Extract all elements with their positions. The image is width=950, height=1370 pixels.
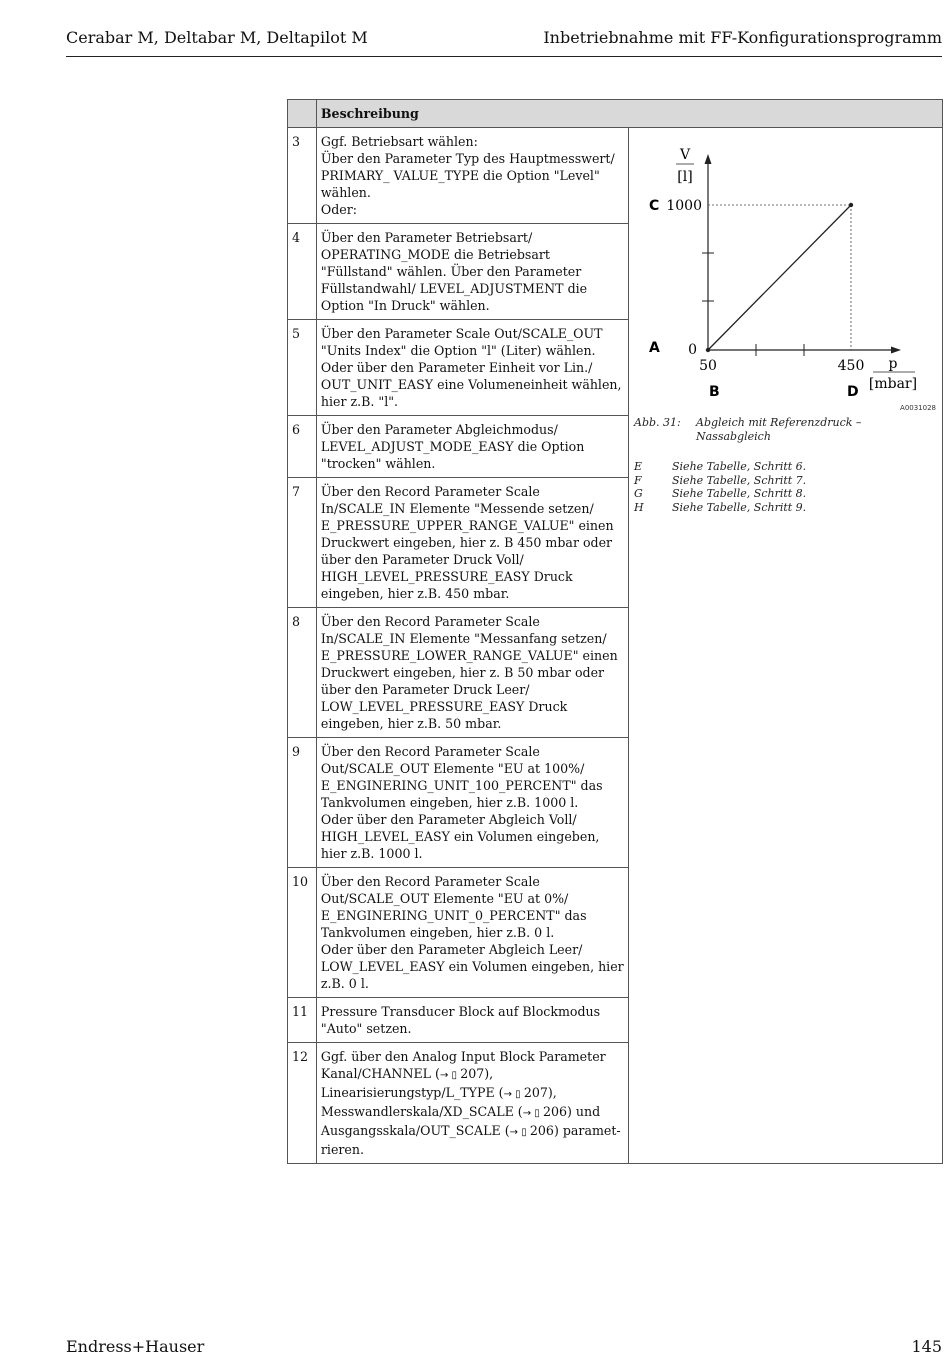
legend-item [634,487,939,501]
legend-text: Siehe Tabelle, Schritt 8. [672,487,807,500]
figure-legend [634,460,939,514]
y-tick-label: 0 [688,342,697,358]
data-point-end [849,203,853,207]
step-number: 7 [288,478,317,608]
step-number: 10 [288,868,317,998]
step-number: 3 [288,128,317,224]
data-point-start [706,348,710,352]
header-rule [66,56,942,57]
step-number: 9 [288,738,317,868]
step-line: rieren. [320,1142,364,1157]
step-text: Über den Record Parameter Scale In/SCALE_IN Elemente "Messanfang setzen/ E_PRESSURE_LOWER_RANGE_VALUE" einen Druckwert eingeben, hier z. B 50 mbar oder über den Parameter Druck Leer/ LOW_LEVEL_PRESSURE_EASY Druck eingeben, hier z.B. 50 mbar. [316,608,628,738]
running-header-left: Cerabar M, Deltabar M, Deltapilot M [66,28,368,47]
figure [629,128,942,514]
step-line [321,1065,624,1084]
legend-item [634,501,939,515]
point-label-d: D [847,384,859,400]
step-text: Über den Record Parameter Scale Out/SCALE_OUT Elemente "EU at 100%/ E_ENGINERING_UNIT_100_PERCENT" das Tankvolumen eingeben, hier z.B. 1000 l. Oder über den Parameter Abgleich Voll/ HIGH_LEVEL_EASY ein Volumen eingeben, hier z.B. 1000 l. [316,738,628,868]
arrow-icon: → [439,1070,452,1081]
level-adjustment-chart [629,128,942,418]
header-num-cell [288,100,317,128]
table-header-row [288,100,943,128]
step-text: Über den Parameter Abgleichmodus/ LEVEL_ADJUST_MODE_EASY die Option "trocken" wählen. [316,416,628,478]
param-text: Linearisierungstyp/L_TYPE ( [320,1085,504,1100]
step-line [321,1084,624,1103]
header-description-cell: Beschreibung [316,100,942,128]
x-tick-label: 450 [837,358,865,374]
x-tick-label: 50 [699,358,717,374]
step-line: Ggf. über den Analog Input Block Parameter [320,1049,606,1064]
page-number: 145 [911,1337,942,1356]
series-line [708,205,851,350]
table-row [288,128,943,224]
footer-brand: Endress+Hauser [66,1337,205,1356]
x-axis-arrow [891,347,901,354]
legend-text: Siehe Tabelle, Schritt 7. [672,473,807,487]
param-text: Messwandlerskala/XD_SCALE ( [320,1104,523,1119]
arrow-icon: → [522,1108,535,1119]
caption-line [634,416,939,443]
legend-key: G [634,487,643,500]
figure-caption [634,416,939,514]
step-number: 12 [288,1043,317,1164]
step-line [321,1122,624,1141]
legend-key: F [634,473,642,487]
step-line [321,1103,624,1122]
step-text: Über den Record Parameter Scale Out/SCALE_OUT Elemente "EU at 0%/ E_ENGINERING_UNIT_0_PERCENT" das Tankvolumen eingeben, hier z.B. 0 l. Oder über den Parameter Abgleich Leer/ LOW_LEVEL_EASY ein Volumen eingeben, hier z.B. 0 l. [316,868,628,998]
page-ref-icon: ▯ [521,1127,530,1138]
step-number: 4 [288,224,317,320]
step-text: Ggf. Betriebsart wählen: Über den Parameter Typ des Hauptmesswert/ PRIMARY_ VALUE_TYPE die Option "Level" wählen. Oder: [316,128,628,224]
step-number: 5 [288,320,317,416]
param-text: ) paramet- [553,1123,621,1138]
step-text: Über den Parameter Scale Out/SCALE_OUT "Units Index" die Option "l" (Liter) wählen. Oder über den Parameter Einheit vor Lin./ OUT_UNIT_EASY eine Volumeneinheit wählen, hier z.B. "l". [316,320,628,416]
running-header-right: Inbetriebnahme mit FF-Konfigurationsprogramm [543,28,942,47]
page-ref[interactable]: 207 [460,1066,485,1081]
param-text: ) und [567,1104,601,1119]
page-ref-icon: ▯ [534,1108,543,1119]
point-label-c: C [649,198,660,214]
legend-item [634,460,939,474]
legend-text: Siehe Tabelle, Schritt 6. [672,460,807,473]
param-text: ), [547,1085,557,1100]
y-axis-unit: [l] [677,169,693,185]
figure-id: A0031028 [900,404,936,412]
legend-key: H [634,500,644,514]
legend-item [634,474,939,488]
page-ref[interactable]: 207 [523,1085,548,1100]
page-ref-icon: ▯ [515,1089,524,1100]
y-tick-label: 1000 [666,198,702,214]
step-number: 8 [288,608,317,738]
step-text: Über den Parameter Betriebsart/ OPERATING_MODE die Betriebsart "Füllstand" wählen. Über den Parameter Füllstandwahl/ LEVEL_ADJUSTMENT die Option "In Druck" wählen. [316,224,628,320]
page-ref[interactable]: 206 [529,1123,554,1138]
legend-key: E [634,460,643,473]
y-axis-arrow [705,154,712,164]
page-ref-icon: ▯ [451,1070,461,1081]
arrow-icon: → [503,1089,516,1100]
procedure-table [287,99,943,1164]
x-axis-label: p [888,356,898,372]
step-text: Pressure Transducer Block auf Blockmodus "Auto" setzen. [316,998,628,1043]
step-number: 11 [288,998,317,1043]
step-text [316,1043,628,1164]
arrow-icon: → [509,1127,522,1138]
legend-text: Siehe Tabelle, Schritt 9. [672,500,807,514]
caption-text: Abgleich mit Referenzdruck – Nassabgleich [696,416,862,443]
step-number: 6 [288,416,317,478]
param-text: Kanal/CHANNEL ( [320,1066,440,1081]
x-axis-unit: [mbar] [868,376,918,392]
param-text: Ausgangsskala/OUT_SCALE ( [320,1123,510,1138]
point-label-a: A [649,340,660,356]
point-label-b: B [709,384,720,400]
caption-number: Abb. 31: [634,416,681,429]
param-text: ), [484,1066,494,1081]
figure-cell [629,128,943,1164]
page-ref[interactable]: 206 [542,1104,568,1119]
step-text: Über den Record Parameter Scale In/SCALE_IN Elemente "Messende setzen/ E_PRESSURE_UPPER_RANGE_VALUE" einen Druckwert eingeben, hier z. B 450 mbar oder über den Parameter Druck Voll/ HIGH_LEVEL_PRESSURE_EASY Druck eingeben, hier z.B. 450 mbar. [316,478,628,608]
y-axis-label: V [679,147,691,163]
